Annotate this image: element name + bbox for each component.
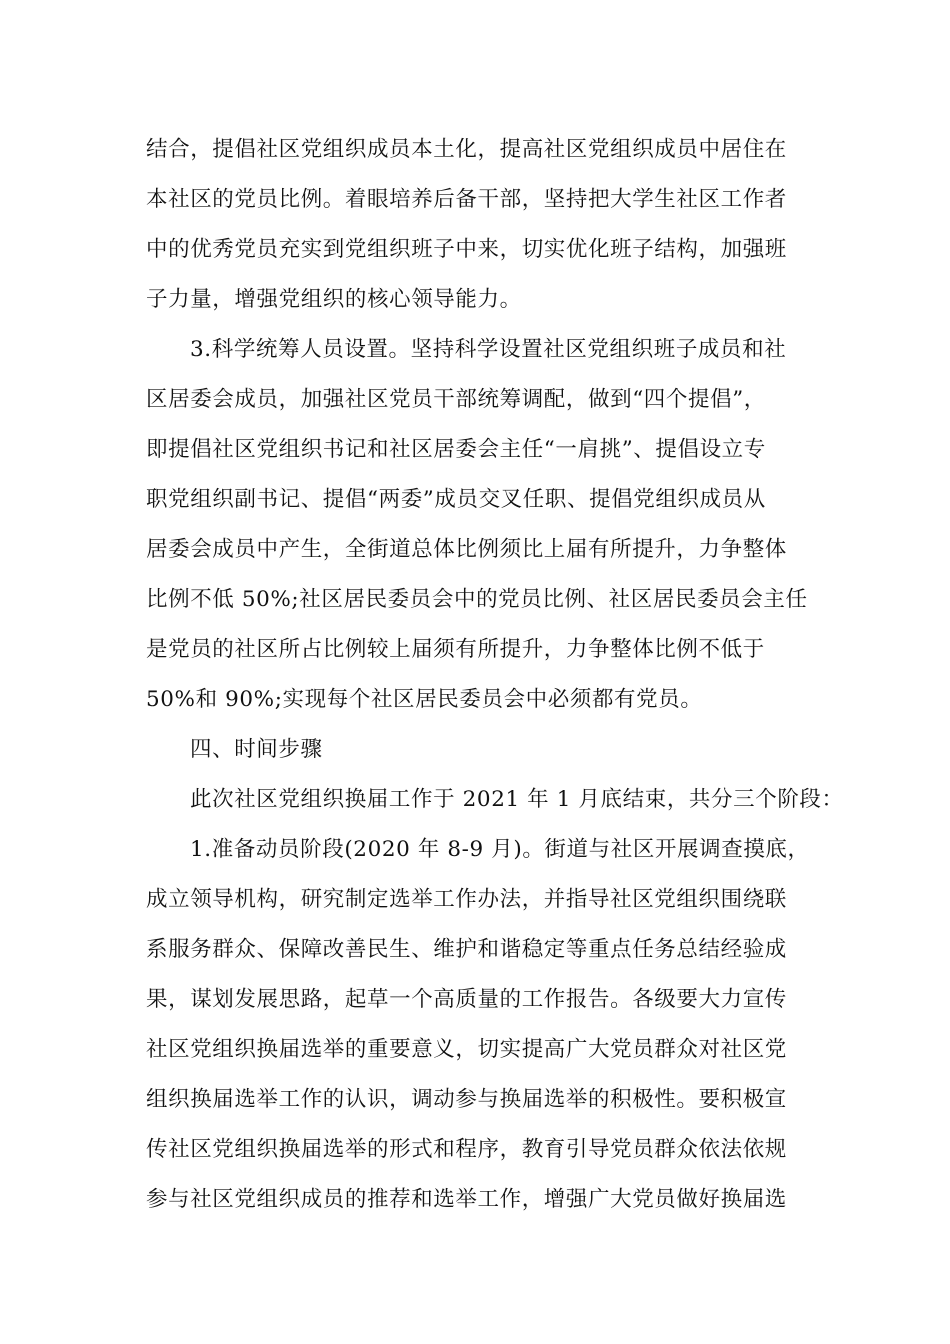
text-line: 参与社区党组织成员的推荐和选举工作，增强广大党员做好换届选 <box>146 1187 787 1212</box>
text-line: 成立领导机构，研究制定选举工作办法，并指导社区党组织围绕联 <box>146 887 787 912</box>
text-line: 子力量，增强党组织的核心领导能力。 <box>146 287 522 312</box>
section-heading: 四、时间步骤 <box>190 737 323 762</box>
text-line: 此次社区党组织换届工作于 2021 年 1 月底结束，共分三个阶段： <box>190 787 844 812</box>
text-line: 果，谋划发展思路，起草一个高质量的工作报告。各级要大力宣传 <box>146 987 787 1012</box>
text-line: 区居委会成员，加强社区党员干部统筹调配，做到“四个提倡”， <box>146 387 766 412</box>
text-line: 职党组织副书记、提倡“两委”成员交叉任职、提倡党组织成员从 <box>146 487 766 512</box>
text-line: 中的优秀党员充实到党组织班子中来，切实优化班子结构，加强班 <box>146 237 787 262</box>
text-line: 居委会成员中产生，全街道总体比例须比上届有所提升，力争整体 <box>146 537 787 562</box>
text-line: 结合，提倡社区党组织成员本土化，提高社区党组织成员中居住在 <box>146 137 787 162</box>
text-line: 传社区党组织换届选举的形式和程序，教育引导党员群众依法依规 <box>146 1137 787 1162</box>
text-line: 50%和 90%;实现每个社区居民委员会中必须都有党员。 <box>146 687 703 712</box>
text-line: 1.准备动员阶段(2020 年 8-9 月)。街道与社区开展调查摸底， <box>190 837 810 862</box>
text-line: 组织换届选举工作的认识，调动参与换届选举的积极性。要积极宣 <box>146 1087 787 1112</box>
text-line: 比例不低 50%;社区居民委员会中的党员比例、社区居民委员会主任 <box>146 587 808 612</box>
text-line: 系服务群众、保障改善民生、维护和谐稳定等重点任务总结经验成 <box>146 937 787 962</box>
text-line: 3.科学统筹人员设置。坚持科学设置社区党组织班子成员和社 <box>190 337 787 362</box>
text-line: 即提倡社区党组织书记和社区居委会主任“一肩挑”、提倡设立专 <box>146 437 766 462</box>
text-line: 是党员的社区所占比例较上届须有所提升，力争整体比例不低于 <box>146 637 765 662</box>
text-line: 本社区的党员比例。着眼培养后备干部，坚持把大学生社区工作者 <box>146 187 787 212</box>
text-line: 社区党组织换届选举的重要意义，切实提高广大党员群众对社区党 <box>146 1037 787 1062</box>
